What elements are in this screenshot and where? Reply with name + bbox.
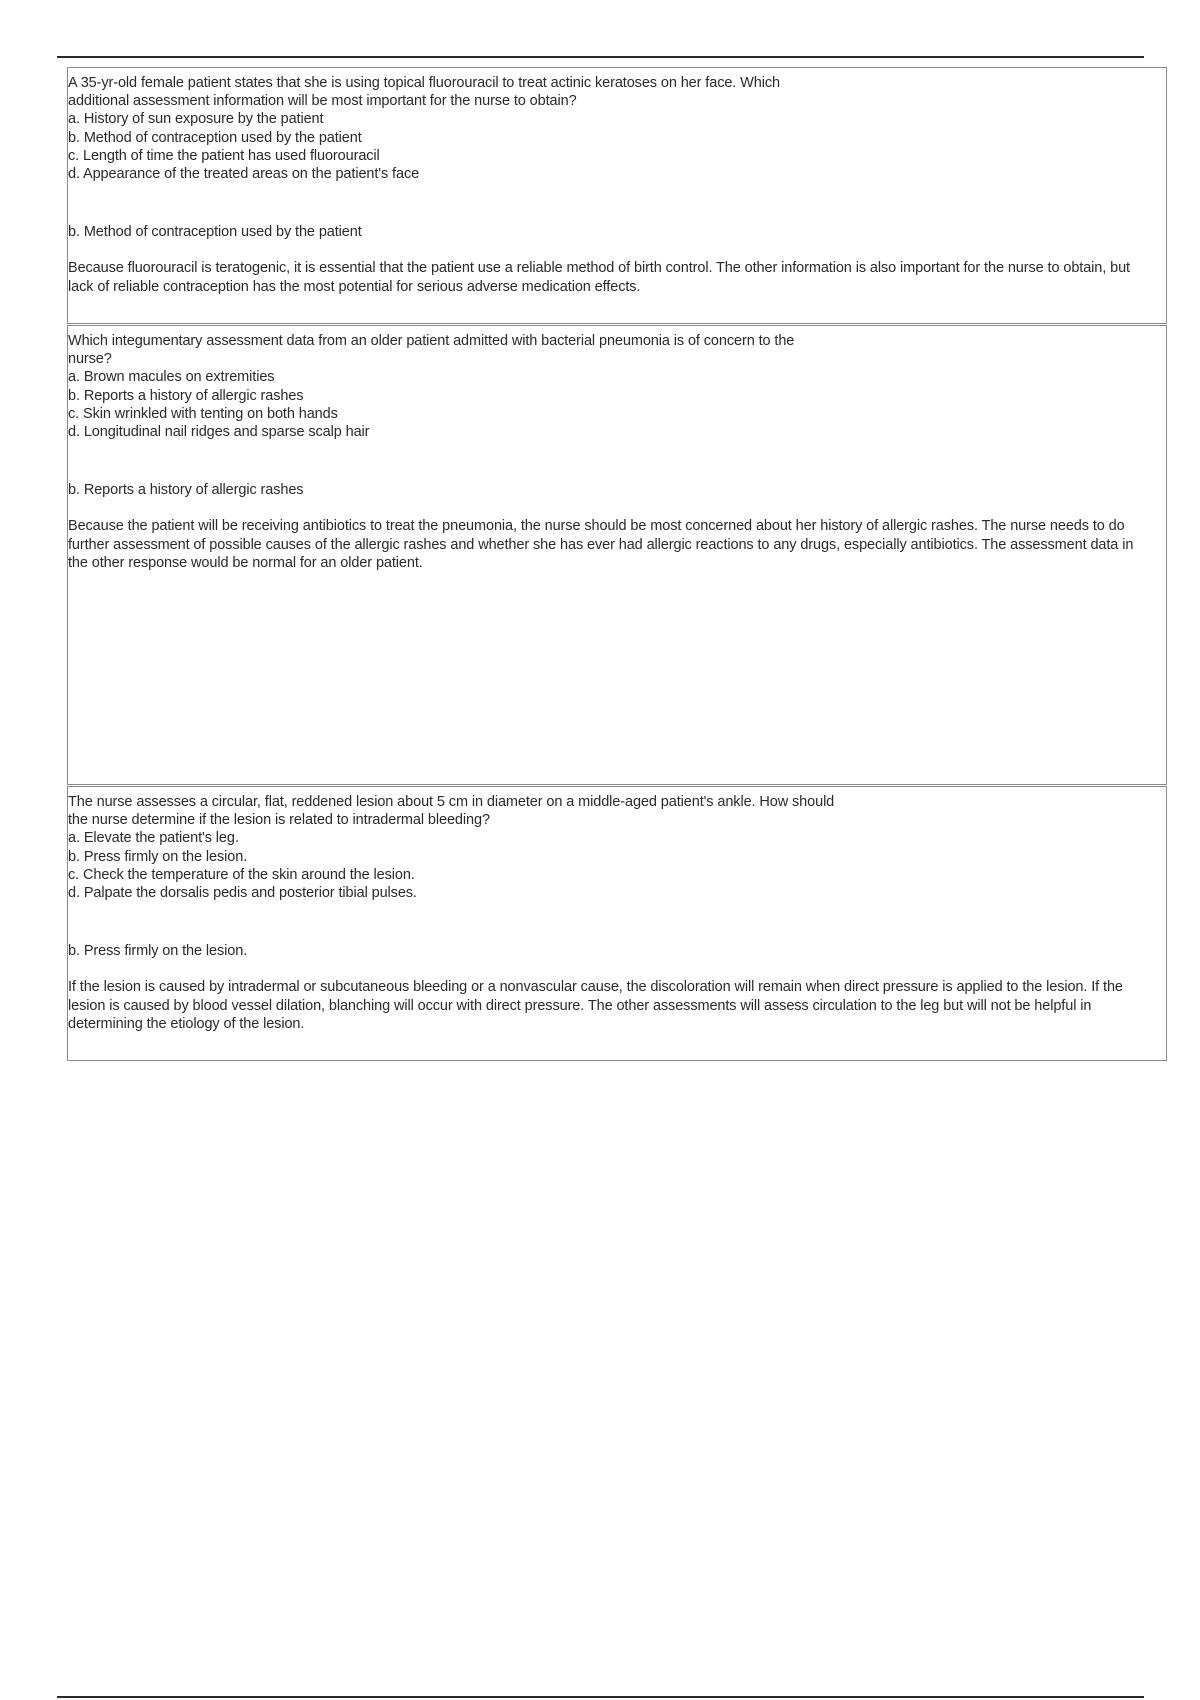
correct-answer: b. Reports a history of allergic rashes [68,482,304,499]
option-c: c. Length of time the patient has used fluorouracil [68,147,380,164]
option-d: d. Longitudinal nail ridges and sparse scalp hair [68,424,370,441]
option-d: d. Palpate the dorsalis pedis and posterior tibial pulses. [68,885,417,902]
question-stem: A 35-yr-old female patient states that she is using topical fluorouracil to treat actinic keratoses on her face. Which additional assessment information will be most important for the nurse to obtain? [68,75,780,110]
correct-answer: b. Method of contraception used by the patient [68,224,362,241]
page-top-rule [57,56,1144,58]
option-a: a. Brown macules on extremities [68,369,275,386]
option-d: d. Appearance of the treated areas on the patient's face [68,166,420,183]
answer-options [68,829,1148,902]
answer-options [68,110,1148,183]
rationale: If the lesion is caused by intradermal or subcutaneous bleeding or a nonvascular cause, the discoloration will remain when direct pressure is applied to the lesion. If the lesion is caused by blood vessel dilation, blanching will occur with direct pressure. The other assessments will assess circulation to the leg but will not be helpful in determining the etiology of the lesion. [68,979,1123,1032]
question-card-1 [67,67,1167,324]
page-bottom-rule [57,1696,1144,1698]
option-b: b. Method of contraception used by the patient [68,129,362,146]
option-a: a. Elevate the patient's leg. [68,830,239,847]
answer-options [68,368,1148,441]
rationale: Because the patient will be receiving antibiotics to treat the pneumonia, the nurse should be most concerned about her history of allergic rashes. The nurse needs to do further assessment of possible causes of the allergic rashes and whether she has ever had allergic reactions to any drugs, especially antibiotics. The assessment data in the other response would be normal for an older patient. [68,518,1134,571]
question-stem: Which integumentary assessment data from an older patient admitted with bacterial pneumonia is of concern to the nurse? [68,333,795,368]
rationale: Because fluorouracil is teratogenic, it is essential that the patient use a reliable method of birth control. The other information is also important for the nurse to obtain, but lack of reliable contraception has the most potential for serious adverse medication effects. [68,260,1130,295]
question-stem: The nurse assesses a circular, flat, reddened lesion about 5 cm in diameter on a middle-aged patient's ankle. How should the nurse determine if the lesion is related to intradermal bleeding? [68,794,835,829]
option-b: b. Press firmly on the lesion. [68,848,248,865]
option-c: c. Skin wrinkled with tenting on both hands [68,405,338,422]
option-b: b. Reports a history of allergic rashes [68,387,304,404]
correct-answer: b. Press firmly on the lesion. [68,943,248,960]
question-card-2 [67,325,1167,785]
option-c: c. Check the temperature of the skin around the lesion. [68,866,415,883]
option-a: a. History of sun exposure by the patient [68,111,324,128]
question-card-3 [67,786,1167,1061]
